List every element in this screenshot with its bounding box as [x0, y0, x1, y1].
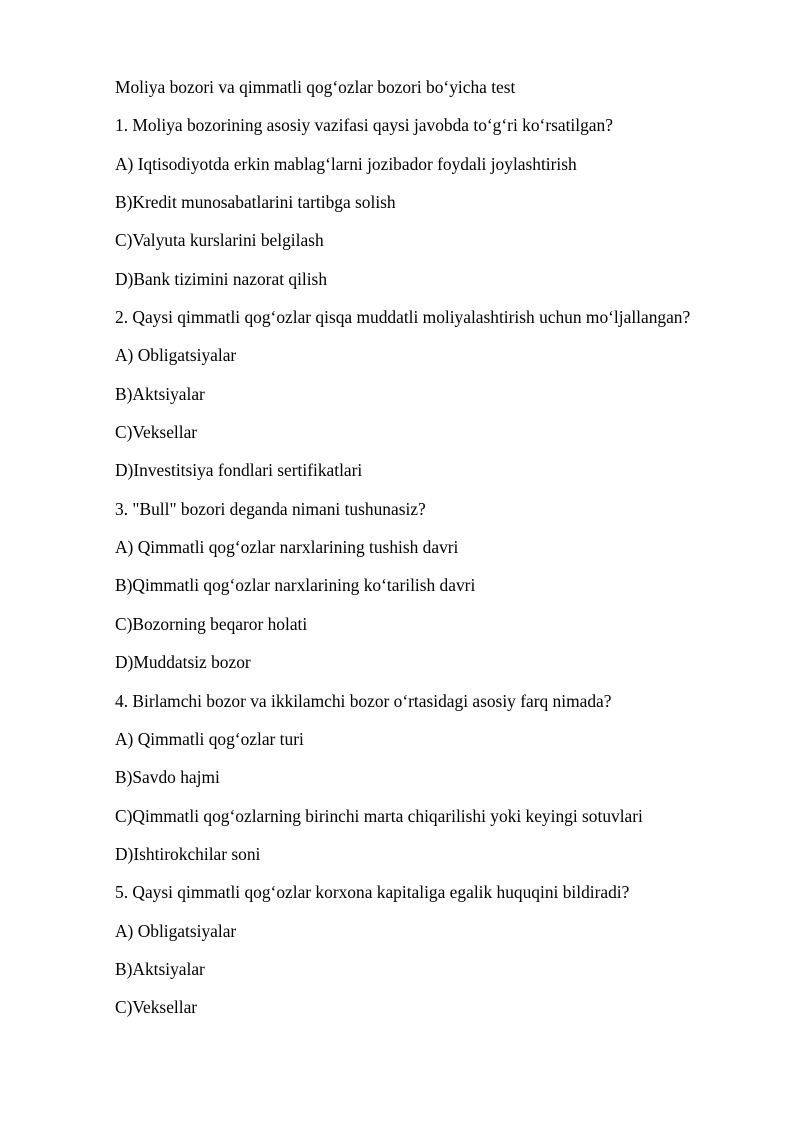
question-2-option-b: B)Aktsiyalar — [115, 383, 205, 404]
question-4-option-a: A) Qimmatli qog‘ozlar turi — [115, 728, 304, 749]
question-3-text: 3. "Bull" bozori deganda nimani tushunasiz? — [115, 498, 426, 519]
question-2-option-d: D)Investitsiya fondlari sertifikatlari — [115, 460, 363, 481]
question-2-option-c: C)Veksellar — [115, 422, 198, 443]
question-4-option-c: C)Qimmatli qog‘ozlarning birinchi marta chiqarilishi yoki keyingi sotuvlari — [115, 805, 643, 826]
question-4-text: 4. Birlamchi bozor va ikkilamchi bozor o‘rtasidagi asosiy farq nimada? — [115, 690, 612, 711]
document-body — [115, 77, 765, 1036]
question-2-text: 2. Qaysi qimmatli qog‘ozlar qisqa muddatli moliyalashtirish uchun mo‘ljallangan? — [115, 307, 691, 328]
question-2-option-a: A) Obligatsiyalar — [115, 345, 237, 366]
question-4-option-d: D)Ishtirokchilar soni — [115, 843, 261, 864]
question-3-option-b: B)Qimmatli qog‘ozlar narxlarining ko‘tarilish davri — [115, 575, 476, 596]
question-3-option-a: A) Qimmatli qog‘ozlar narxlarining tushish davri — [115, 537, 459, 558]
question-5-text: 5. Qaysi qimmatli qog‘ozlar korxona kapitaliga egalik huquqini bildiradi? — [115, 882, 630, 903]
question-1-option-c: C)Valyuta kurslarini belgilash — [115, 230, 324, 251]
question-1-option-b: B)Kredit munosabatlarini tartibga solish — [115, 192, 396, 213]
question-4-option-b: B)Savdo hajmi — [115, 767, 220, 788]
question-3-option-d: D)Muddatsiz bozor — [115, 652, 251, 673]
question-1-option-a: A) Iqtisodiyotda erkin mablag‘larni jozibador foydali joylashtirish — [115, 153, 577, 174]
question-1-option-d: D)Bank tizimini nazorat qilish — [115, 268, 328, 289]
question-1-text: 1. Moliya bozorining asosiy vazifasi qaysi javobda to‘g‘ri ko‘rsatilgan? — [115, 115, 613, 136]
question-3-option-c: C)Bozorning beqaror holati — [115, 613, 308, 634]
question-5-option-b: B)Aktsiyalar — [115, 958, 205, 979]
question-5-option-a: A) Obligatsiyalar — [115, 920, 237, 941]
question-5-option-c: C)Veksellar — [115, 997, 198, 1018]
document-title: Moliya bozori va qimmatli qog‘ozlar bozori bo‘yicha test — [115, 77, 516, 97]
